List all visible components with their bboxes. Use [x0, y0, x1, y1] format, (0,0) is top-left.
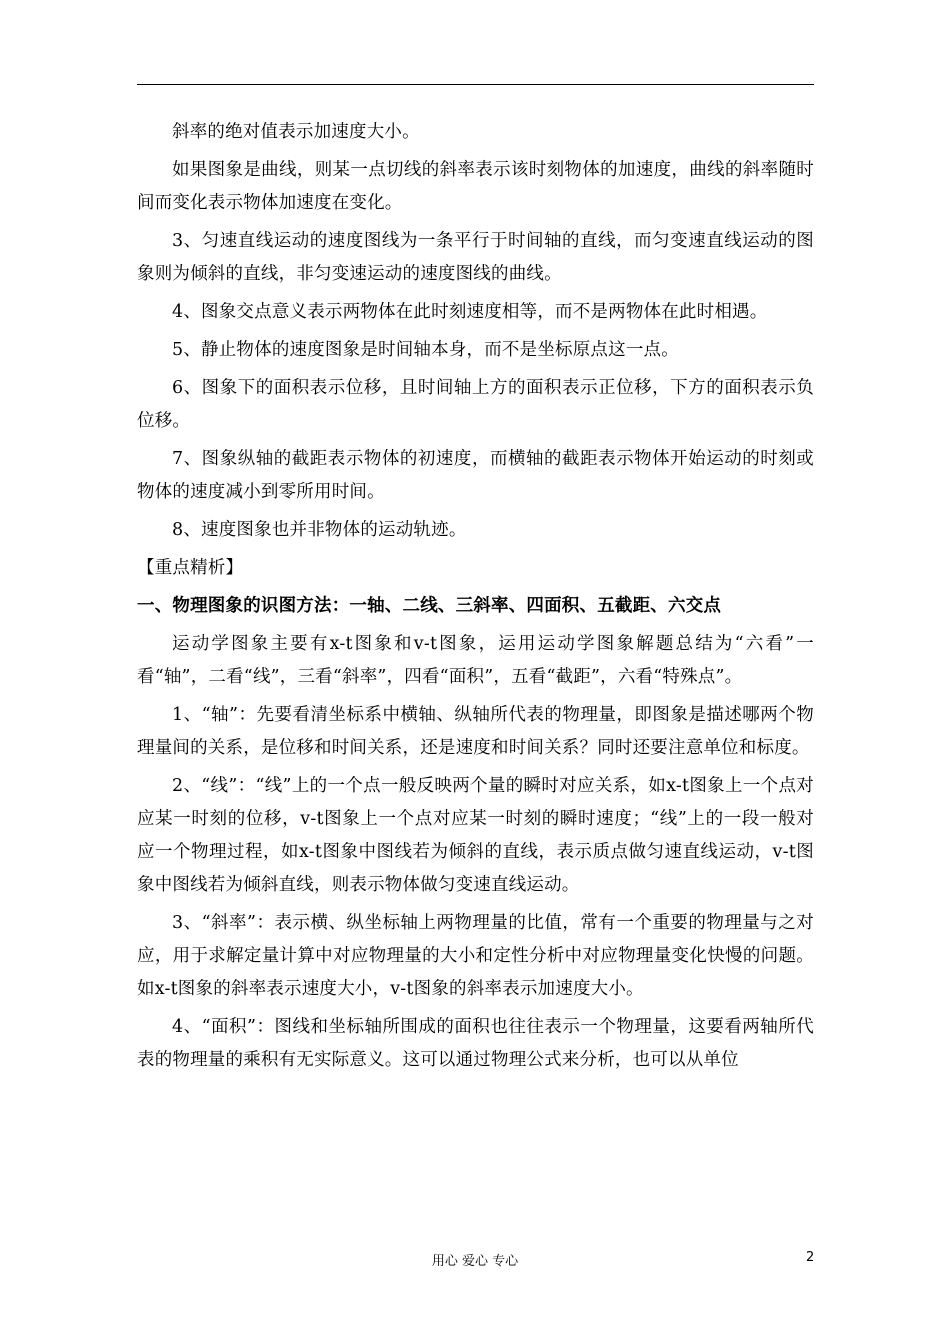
footer-text: 用心 爱心 专心	[431, 1254, 519, 1269]
paragraph-10: 1、“轴”：先要看清坐标系中横轴、纵轴所代表的物理量，即图象是描述哪两个物理量间的关系，是位移和时间关系，还是速度和时间关系？同时还要注意单位和标度。	[137, 705, 814, 758]
paragraph-2: 如果图象是曲线，则某一点切线的斜率表示该时刻物体的加速度，曲线的斜率随时间而变化表示物体加速度在变化。	[137, 160, 814, 213]
document-body	[137, 116, 814, 1082]
paragraph-12: 3、“斜率”：表示横、纵坐标轴上两物理量的比值，常有一个重要的物理量与之对应，用于求解定量计算中对应物理量的大小和定性分析中对应物理量变化快慢的问题。如x-t图象的斜率表示速度大小，v-t图象的斜率表示加速度大小。	[137, 913, 814, 999]
paragraph-4: 4、图象交点意义表示两物体在此时刻速度相等，而不是两物体在此时相遇。	[172, 302, 768, 322]
paragraph-11: 2、“线”：“线”上的一个点一般反映两个量的瞬时对应关系，如x-t图象上一个点对应某一时刻的位移，v-t图象上一个点对应某一时刻的瞬时速度；“线”上的一段一般对应一个物理过程，如x-t图象中图线若为倾斜的直线，表示质点做匀速直线运动，v-t图象中图线若为倾斜直线，则表示物体做匀变速直线运动。	[137, 776, 814, 895]
paragraph-1: 斜率的绝对值表示加速度大小。	[172, 122, 420, 142]
paragraph-5: 5、静止物体的速度图象是时间轴本身，而不是坐标原点这一点。	[172, 340, 679, 360]
page-number: 2	[806, 1250, 815, 1265]
header-rule	[137, 84, 814, 85]
paragraph-13: 4、“面积”：图线和坐标轴所围成的面积也往往表示一个物理量，这要看两轴所代表的物理量的乘积有无实际意义。这可以通过物理公式来分析，也可以从单位	[137, 1017, 814, 1070]
paragraph-9: 运动学图象主要有x-t图象和v-t图象，运用运动学图象解题总结为“六看”一看“轴”，二看“线”，三看“斜率”，四看“面积”，五看“截距”，六看“特殊点”。	[137, 634, 814, 687]
section-label: 【重点精析】	[137, 558, 244, 578]
section-heading: 一、物理图象的识图方法：一轴、二线、三斜率、四面积、五截距、六交点	[137, 596, 722, 616]
paragraph-6: 6、图象下的面积表示位移，且时间轴上方的面积表示正位移，下方的面积表示负位移。	[137, 378, 814, 431]
paragraph-3: 3、匀速直线运动的速度图线为一条平行于时间轴的直线，而匀变速直线运动的图象则为倾斜的直线，非匀变速运动的速度图线的曲线。	[137, 231, 814, 284]
paragraph-7: 7、图象纵轴的截距表示物体的初速度，而横轴的截距表示物体开始运动的时刻或物体的速度减小到零所用时间。	[137, 449, 814, 502]
paragraph-8: 8、速度图象也并非物体的运动轨迹。	[172, 520, 467, 540]
